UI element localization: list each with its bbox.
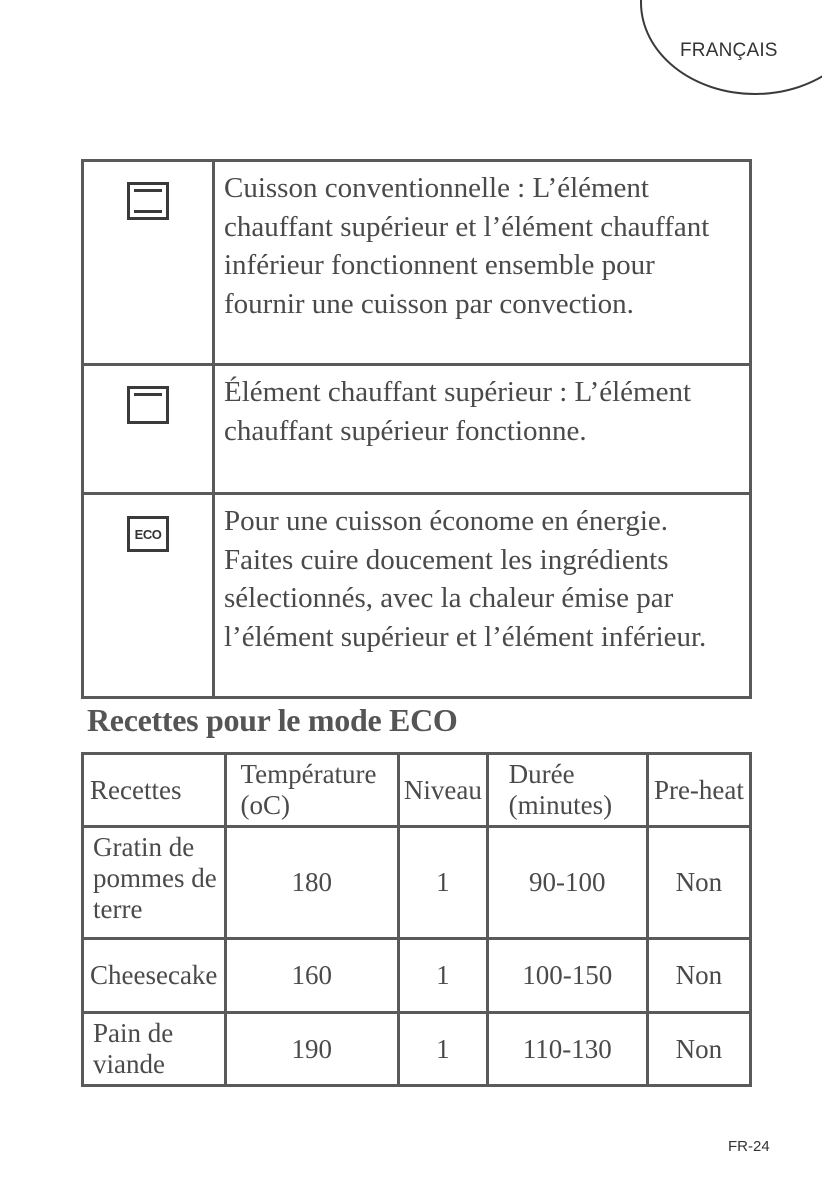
temperature-cell: 190 (225, 1013, 399, 1086)
recipe-name: Gratin de pommes de terre (83, 827, 226, 939)
page-number: FR-24 (728, 1138, 770, 1155)
table-row (83, 1013, 751, 1086)
section-title: Recettes pour le mode ECO (87, 702, 458, 738)
mode-description: Pour une cuisson économe en énergie. Faites cuire doucement les ingrédients sélectionnés, avec la chaleur émise par l’élément supérieur et l’élément inférieur. (214, 494, 751, 698)
mode-description: Élément chauffant supérieur : L’élément chauffant supérieur fonctionne. (214, 365, 751, 494)
preheat-cell: Non (647, 1013, 750, 1086)
temperature-cell: 160 (225, 939, 399, 1013)
eco-icon-label: ECO (134, 527, 162, 542)
duree-cell: 100-150 (487, 939, 647, 1013)
header-recettes: Recettes (83, 754, 226, 827)
mode-description: Cuisson conventionnelle : L’élément chauffant supérieur et l’élément chauffant inférieur fonctionnent ensemble pour fournir une cuisson par convection. (214, 161, 751, 365)
duree-cell: 110-130 (487, 1013, 647, 1086)
recipe-name: Cheesecake (83, 939, 226, 1013)
table-row (83, 827, 751, 939)
eco-mode-icon (127, 516, 169, 552)
duree-cell: 90-100 (487, 827, 647, 939)
temperature-cell: 180 (225, 827, 399, 939)
mode-row (83, 365, 751, 494)
preheat-cell: Non (647, 939, 750, 1013)
mode-icon-cell (83, 365, 214, 494)
eco-recipes-table (81, 752, 752, 1087)
niveau-cell: 1 (399, 939, 488, 1013)
mode-icon-cell (83, 161, 214, 365)
table-header-row (83, 754, 751, 827)
preheat-cell: Non (647, 827, 750, 939)
language-label: FRANÇAIS (680, 40, 778, 61)
niveau-cell: 1 (399, 827, 488, 939)
cooking-modes-table (81, 159, 752, 699)
mode-row (83, 161, 751, 365)
header-temperature: Température (oC) (225, 754, 399, 827)
header-duree: Durée (minutes) (487, 754, 647, 827)
recipe-name: Pain de viande (83, 1013, 226, 1086)
header-preheat: Pre-heat (647, 754, 750, 827)
header-niveau: Niveau (399, 754, 488, 827)
mode-icon-cell (83, 494, 214, 698)
table-row (83, 939, 751, 1013)
top-heating-element-icon (127, 386, 169, 424)
conventional-oven-icon (127, 182, 169, 220)
niveau-cell: 1 (399, 1013, 488, 1086)
mode-row (83, 494, 751, 698)
